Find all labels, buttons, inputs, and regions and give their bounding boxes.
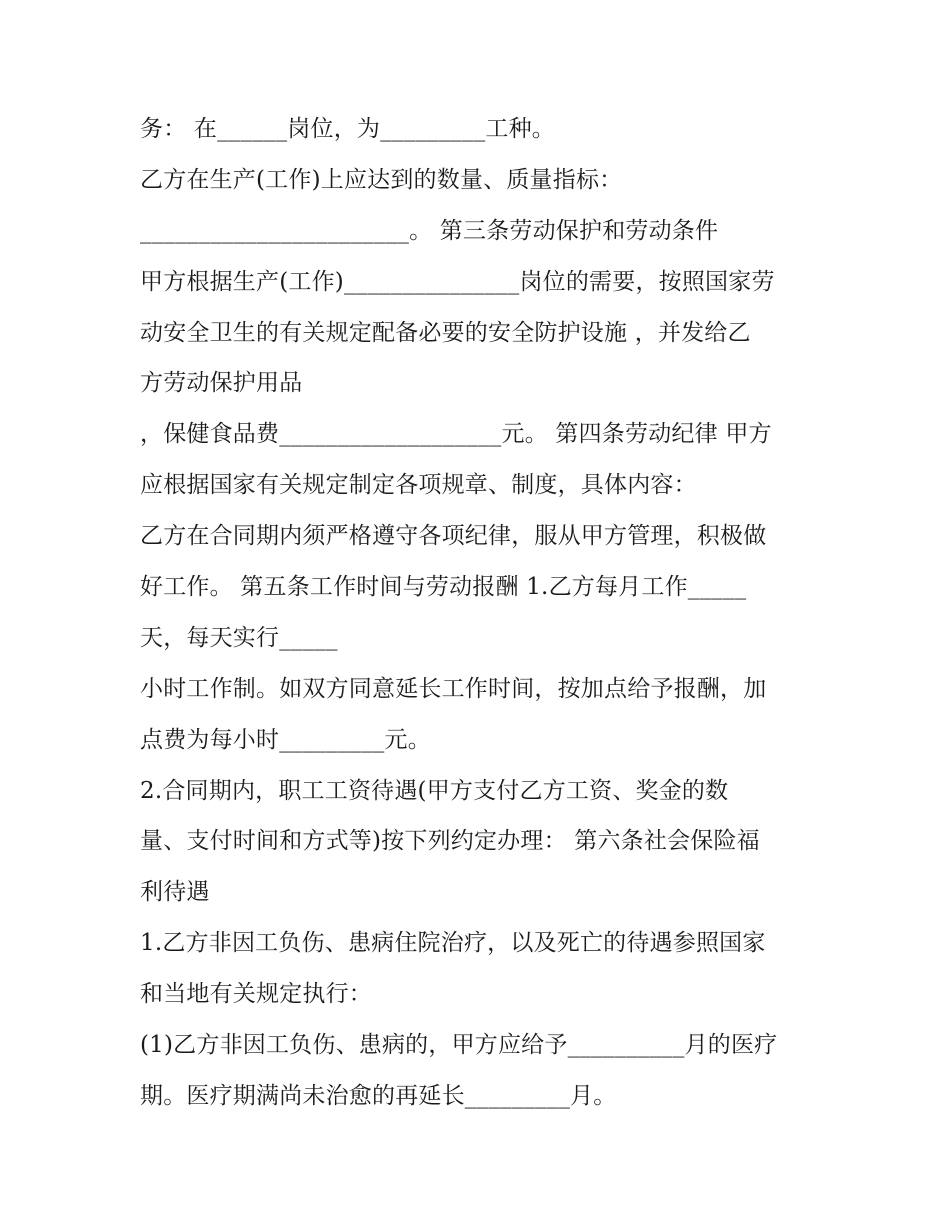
text-line: 2.合同期内，职工工资待遇(甲方支付乙方工资、奖金的数 — [140, 777, 729, 804]
text-line: 动安全卫生的有关规定配备必要的安全防护设施 ，并发给乙 — [140, 319, 751, 346]
text-line: 方劳动保护用品 — [140, 370, 303, 397]
text-line: 和当地有关规定执行： — [140, 981, 372, 1008]
text-line: 好工作。 第五条工作时间与劳动报酬 1.乙方每月工作_____ — [140, 574, 747, 601]
text-line: 期。医疗期满尚未治愈的再延长_________月。 — [140, 1082, 617, 1109]
text-line: 务： 在______岗位，为_________工种。 — [140, 116, 556, 142]
text-line: 点费为每小时_________元。 — [140, 726, 431, 753]
contract-body-text — [140, 104, 830, 1122]
text-line: 天，每天实行_____ — [140, 624, 338, 651]
text-line: 甲方根据生产(工作)_______________岗位的需要，按照国家劳 — [140, 268, 775, 295]
text-line: 量、支付时间和方式等)按下列约定办理： 第六条社会保险福 — [140, 828, 760, 855]
text-line: 乙方在生产(工作)上应达到的数量、质量指标： — [140, 166, 623, 193]
text-line: 利待遇 — [140, 879, 210, 906]
text-line: 应根据国家有关规定制定各项规章、制度，具体内容： — [140, 472, 697, 499]
text-line: (1)乙方非因工负伤、患病的，甲方应给予__________月的医疗 — [140, 1032, 778, 1059]
text-line: ，保健食品费___________________元。 第四条劳动纪律 甲方 — [140, 421, 772, 448]
text-line: 小时工作制。如双方同意延长工作时间，按加点给予报酬，加 — [140, 675, 767, 702]
text-line: 乙方在合同期内须严格遵守各项纪律，服从甲方管理，积极做 — [140, 523, 767, 550]
text-line: 1.乙方非因工负伤、患病住院治疗，以及死亡的待遇参照国家 — [140, 930, 766, 957]
text-line: _______________________。 第三条劳动保护和劳动条件 — [140, 217, 719, 244]
